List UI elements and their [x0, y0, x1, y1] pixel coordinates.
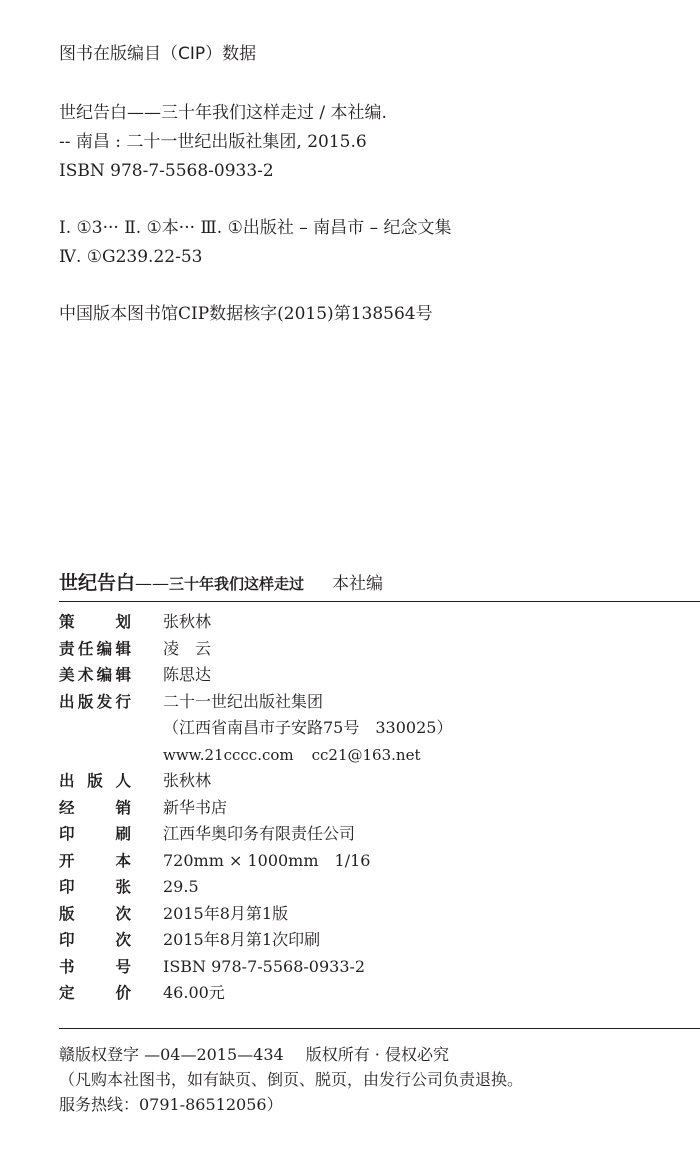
info-label-publisher: 出 版 发 行 [59, 692, 131, 711]
info-row-printer [59, 821, 700, 848]
info-label-price: 定 价 [59, 984, 131, 1002]
info-label-sheets: 印 张 [59, 878, 131, 896]
info-label-isbn: 书 号 [59, 957, 131, 976]
info-row-sheets [59, 874, 700, 901]
info-value-printer: 江西华奥印务有限责任公司 [163, 824, 356, 843]
info-row-isbn [59, 954, 700, 981]
book-title-subtitle: 三十年我们这样走过 [169, 575, 305, 593]
info-label-distributor: 经 销 [59, 798, 131, 817]
info-value-format: 720mm × 1000mm 1/16 [163, 850, 371, 870]
info-label-printer: 印 刷 [59, 825, 131, 843]
cip-subject-line-1: Ⅰ. ①3··· Ⅱ. ①本··· Ⅲ. ①出版社 – 南昌市 – 纪念文集 [59, 218, 452, 238]
info-label-planning: 策 划 [59, 613, 131, 631]
cip-title-line: 世纪告白——三十年我们这样走过 / 本社编. [59, 103, 387, 123]
info-value-publisher: 二十一世纪出版社集团 [163, 691, 324, 711]
info-value-isbn: ISBN 978-7-5568-0933-2 [163, 956, 366, 976]
cip-subject-line-2: Ⅳ. ①G239.22-53 [59, 247, 203, 267]
book-title [59, 568, 383, 595]
book-title-main: 世纪告白 [59, 572, 136, 594]
rights-reserved: 版权所有 · 侵权必究 [305, 1045, 449, 1064]
info-value-price: 46.00元 [163, 983, 225, 1002]
website-link[interactable]: www.21cccc.com [163, 745, 294, 764]
cip-number-line: 中国版本图书馆CIP数据核字(2015)第138564号 [59, 304, 433, 324]
info-value-contact [163, 742, 420, 769]
info-value-issuer: 张秋林 [163, 771, 212, 790]
info-value-distributor: 新华书店 [163, 797, 228, 817]
info-label-printing: 印 次 [59, 931, 131, 949]
info-label-issuer: 出 版 人 [59, 772, 131, 790]
book-title-editor: 本社编 [332, 574, 384, 594]
info-value-chief-editor: 凌 云 [163, 638, 212, 658]
info-label-art-editor: 美 术 编 辑 [59, 666, 131, 684]
info-row-contact [59, 742, 700, 769]
footer-copyright-line [59, 1044, 449, 1066]
info-value-sheets: 29.5 [163, 877, 199, 896]
copyright-registration: 赣版权登字 —04—2015—434 [59, 1045, 284, 1064]
info-row-publisher [59, 689, 700, 716]
publication-info [59, 609, 700, 1007]
info-row-distributor [59, 795, 700, 822]
info-row-address [59, 715, 700, 742]
cip-isbn-line: ISBN 978-7-5568-0933-2 [59, 161, 274, 181]
info-label-chief-editor: 责 任 编 辑 [59, 639, 131, 658]
info-label-edition: 版 次 [59, 904, 131, 923]
footer-hotline: 服务热线：0791-86512056） [59, 1095, 283, 1114]
info-value-printing: 2015年8月第1次印刷 [163, 930, 321, 949]
footer-notice: （凡购本社图书，如有缺页、倒页、脱页，由发行公司负责退换。 [59, 1070, 524, 1089]
bottom-rule [59, 1028, 700, 1029]
info-label-format: 开 本 [59, 851, 131, 870]
top-rule [59, 601, 700, 602]
info-row-issuer [59, 768, 700, 795]
book-title-dash: —— [135, 574, 170, 594]
email-link[interactable]: cc21@163.net [311, 745, 421, 764]
cip-publisher-line: -- 南昌 : 二十一世纪出版社集团, 2015.6 [59, 132, 367, 152]
info-row-chief-editor [59, 636, 700, 663]
cip-heading: 图书在版编目（CIP）数据 [59, 44, 257, 64]
info-value-planning: 张秋林 [163, 612, 212, 631]
info-value-address: （江西省南昌市子安路75号 330025） [163, 718, 453, 737]
info-value-art-editor: 陈思达 [163, 665, 212, 684]
info-row-art-editor [59, 662, 700, 689]
info-value-edition: 2015年8月第1版 [163, 903, 289, 923]
info-row-price [59, 980, 700, 1007]
info-row-format [59, 848, 700, 875]
info-row-edition [59, 901, 700, 928]
info-row-planning [59, 609, 700, 636]
info-row-printing [59, 927, 700, 954]
